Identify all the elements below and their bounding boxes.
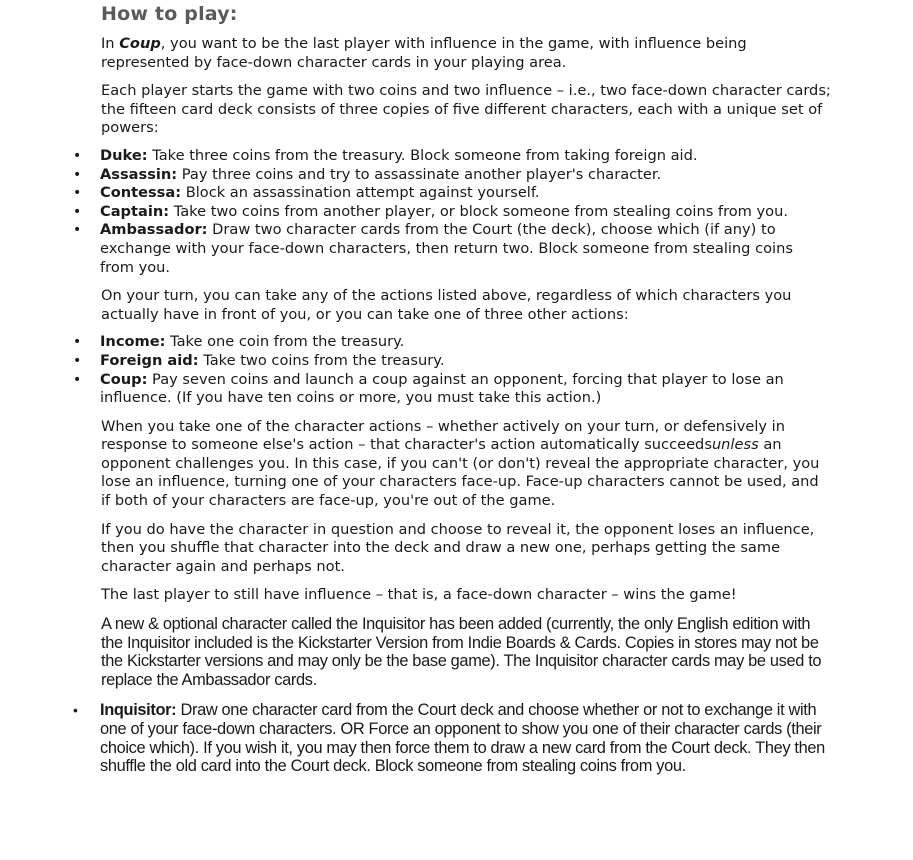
win-paragraph: The last player to still have influence – that is, a face-down character – wins the game! — [101, 586, 737, 604]
character-name: Contessa: — [100, 184, 182, 202]
bullet-icon: • — [73, 371, 82, 388]
page-title: How to play: — [101, 3, 238, 25]
bullet-icon: • — [73, 166, 82, 183]
setup-paragraph: Each player starts the game with two coins and two influence – i.e., two face-down character cards; the fifteen card deck consists of three copies of five different characters, each with a unique set of powers: — [101, 82, 831, 137]
challenge-text-before: When you take one of the character actions – whether actively on your turn, or defensively in response to someone else's action – that character's action automatically succeeds — [101, 417, 785, 454]
character-text: Pay three coins and try to assassinate another player's character. — [177, 165, 662, 183]
character-name: Assassin: — [100, 165, 178, 183]
action-name: Coup: — [100, 370, 148, 388]
character-name: Duke: — [100, 146, 148, 164]
turn-paragraph: On your turn, you can take any of the actions listed above, regardless of which characters you actually have in front of you, or you can take one of three other actions: — [101, 287, 792, 323]
inquisitor-section — [73, 615, 831, 776]
character-text: Take three coins from the treasury. Block someone from taking foreign aid. — [147, 146, 698, 164]
intro-suffix: , you want to be the last player with influence in the game, with influence being represented by face-down character cards in your playing area. — [101, 35, 747, 71]
bullet-icon: • — [73, 334, 82, 351]
action-text: Take one coin from the treasury. — [165, 333, 405, 351]
list-item-income — [73, 333, 831, 352]
bullet-icon: • — [73, 203, 82, 220]
character-name: Captain: — [100, 202, 170, 220]
list-item-ambassador — [73, 221, 831, 277]
character-name: Ambassador: — [100, 221, 208, 239]
list-item-foreign-aid — [73, 351, 831, 371]
reveal-paragraph: If you do have the character in question and choose to reveal it, the opponent loses an influence, then you shuffle that character into the deck and draw a new one, perhaps getting the same character again and perhaps not. — [101, 520, 815, 575]
intro-paragraph — [101, 35, 831, 72]
action-text: Pay seven coins and launch a coup against an opponent, forcing that player to lose an influence. (If you have ten coins or more, you must take this action.) — [100, 370, 784, 407]
inquisitor-paragraph: A new & optional character called the Inquisitor has been added (currently, the only English edition with the Inquisitor included is the Kickstarter Version from Indie Boards & Cards. Copies in stores may not be the Kickstarter versions and may only be the base game). The Inquisitor character cards may be used to replace the Ambassador cards. — [101, 615, 822, 689]
character-text: Take two coins from another player, or block someone from stealing coins from you. — [169, 202, 788, 220]
intro-prefix: In — [101, 35, 120, 52]
bullet-icon: • — [73, 222, 82, 239]
list-item-duke — [73, 146, 831, 166]
list-item-contessa — [73, 184, 831, 203]
challenge-text-italic: unless — [711, 436, 759, 454]
challenge-paragraph — [101, 418, 831, 511]
character-text: Draw two character cards from the Court (the deck), choose which (if any) to exchange with your face-down characters, then return two. Block someone from stealing coins from you. — [100, 221, 793, 276]
list-item-coup — [73, 370, 831, 408]
character-text: Block an assassination attempt against yourself. — [181, 184, 540, 202]
bullet-icon: • — [73, 185, 82, 202]
action-name: Income: — [100, 333, 166, 351]
character-text: Draw one character card from the Court deck and choose whether or not to exchange it with one of your face-down characters. OR Force an opponent to show you one of their character cards (their choice which). If you wish it, you may then force them to draw a new card from the Court deck. They then shuffle the old card into the Court deck. Block someone from stealing coins from you. — [100, 701, 825, 776]
bullet-icon: • — [73, 352, 82, 369]
action-name: Foreign aid: — [100, 351, 199, 369]
challenge-text-after: an opponent challenges you. In this case, if you can't (or don't) reveal the appropriate character, you lose an influence, turning one of your characters face-up. Face-up characters cannot be used, and if both of your characters are face-up, you're out of the game. — [101, 436, 820, 510]
game-name: Coup — [119, 35, 161, 52]
action-list — [73, 333, 831, 407]
character-list — [73, 146, 831, 277]
list-item-captain — [73, 202, 831, 222]
bullet-icon: • — [73, 147, 82, 164]
character-name: Inquisitor: — [100, 701, 177, 720]
list-item-assassin — [73, 165, 831, 185]
inquisitor-list — [73, 701, 831, 776]
bullet-icon: • — [73, 702, 78, 719]
action-text: Take two coins from the treasury. — [198, 351, 445, 369]
list-item-inquisitor — [73, 701, 831, 776]
